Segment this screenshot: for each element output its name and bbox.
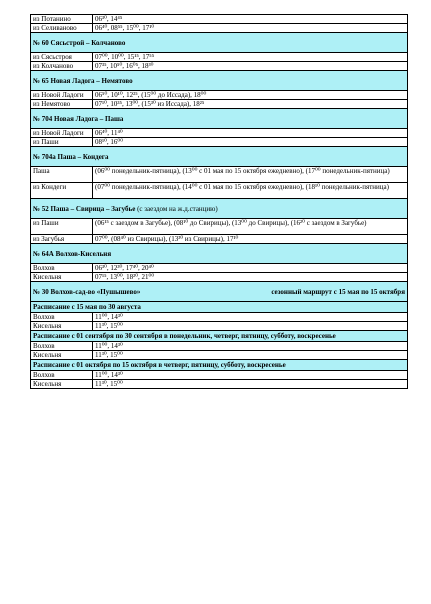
- stop-name: из Загубья: [31, 235, 93, 243]
- stop-name: из Потанино: [31, 15, 93, 23]
- departure-times: 07⁰⁰, (08⁴⁰ из Свирицы), (13³⁰ из Свирицы), 17¹⁰: [95, 235, 239, 243]
- stop-name: Волхов: [31, 313, 93, 321]
- departure-times: 07¹⁰, 10³⁵, 13⁰⁰, (15³⁰ из Иссада), 18²⁵: [95, 100, 205, 108]
- departure-times: 11⁰⁰, 14³⁰: [95, 371, 123, 379]
- route-header: [30, 33, 408, 53]
- departure-times: 11³⁰, 15⁰⁰: [95, 351, 123, 359]
- stop-name: из Новой Ладоги: [31, 129, 93, 137]
- route-title: № 65 Новая Ладога – Немятово: [33, 77, 133, 85]
- route-title: № 704 Новая Ладога – Паша: [33, 115, 124, 123]
- stop-name: из Новой Ладоги: [31, 91, 93, 99]
- stop-name: из Колчаново: [31, 62, 93, 70]
- stop-name: Кисельня: [31, 351, 93, 359]
- route-header: [30, 282, 408, 302]
- departure-times: 11³⁰, 15⁰⁰: [95, 322, 123, 330]
- schedule-row: [30, 91, 408, 100]
- stop-name: Паша: [31, 167, 93, 182]
- schedule-table: [30, 14, 408, 389]
- schedule-row: [30, 183, 408, 199]
- stop-name: из Паши: [31, 219, 93, 234]
- departure-times: 06⁵⁰, 10¹⁰, 12²⁵, (15⁰⁰ до Иссада), 18⁰⁰: [95, 91, 207, 99]
- schedule-row: [30, 342, 408, 351]
- route-note: (с заездом на ж.д.станцию): [135, 205, 218, 213]
- schedule-row: [30, 235, 408, 244]
- route-title: № 704а Паша – Кондега: [33, 153, 109, 161]
- departure-times: 07¹⁵, 13⁰⁰, 18²⁰, 21⁰⁰: [95, 273, 155, 281]
- schedule-row: [30, 322, 408, 331]
- schedule-row: [30, 273, 408, 282]
- departure-times: 11⁰⁰, 14³⁰: [95, 313, 123, 321]
- schedule-row: [30, 351, 408, 360]
- schedule-row: [30, 62, 408, 71]
- schedule-row: [30, 100, 408, 109]
- schedule-row: [30, 14, 408, 24]
- route-title: № 60 Сясьстрой – Колчаново: [33, 39, 126, 47]
- route-title: № 52 Паша – Свирица – Загубье: [33, 205, 136, 213]
- schedule-row: [30, 53, 408, 62]
- stop-name: Кисельня: [31, 322, 93, 330]
- schedule-row: [30, 313, 408, 322]
- departure-times: 11⁰⁰, 14³⁰: [95, 342, 123, 350]
- schedule-row: [30, 371, 408, 380]
- schedule-row: [30, 138, 408, 147]
- departure-times: 06⁴⁰, 11⁴⁰: [95, 129, 123, 137]
- schedule-period-header: Расписание с 01 сентября по 30 сентября в понедельник, четверг, пятницу, субботу, воскресенье: [30, 331, 408, 342]
- stop-name: Кисельня: [31, 273, 93, 281]
- schedule-period-header: Расписание с 15 мая по 30 августа: [30, 302, 408, 313]
- departure-times: (07⁰⁰ понедельник-пятница), (14⁰⁰ с 01 мая по 15 октября ежедневно), (18¹⁰ понедельник-пятница): [95, 183, 389, 191]
- stop-name: из Сясьстроя: [31, 53, 93, 61]
- departure-times: 06³⁰, 12³⁰, 17⁴⁰, 20⁴⁰: [95, 264, 154, 272]
- route-header: [30, 109, 408, 129]
- route-title: № 30 Волхов-сад-во «Пушышево»: [33, 288, 141, 296]
- stop-name: Волхов: [31, 371, 93, 379]
- departure-times: 07³⁵, 10⁵⁰, 16⁰⁵, 18³⁰: [95, 62, 154, 70]
- schedule-row: [30, 380, 408, 389]
- departure-times: (06⁰⁰ понедельник-пятница), (13⁰⁰ с 01 мая по 15 октября ежедневно), (17⁰⁰ понедельник-пятница): [95, 167, 390, 175]
- route-title: № 64А Волхов-Кисельня: [33, 250, 112, 258]
- departure-times: 08¹⁰, 16⁰⁰: [95, 138, 124, 146]
- departure-times: 06⁴⁰, 08⁵⁵, 15⁰⁰, 17¹⁰: [95, 24, 155, 32]
- stop-name: из Кондеги: [31, 183, 93, 198]
- stop-name: из Паши: [31, 138, 93, 146]
- departure-times: 11³⁰, 15⁰⁰: [95, 380, 123, 388]
- stop-name: Волхов: [31, 264, 93, 272]
- schedule-row: [30, 129, 408, 138]
- schedule-row: [30, 264, 408, 273]
- schedule-row: [30, 24, 408, 33]
- route-header: [30, 71, 408, 91]
- departure-times: 07⁰⁰, 10⁰⁰, 15¹⁵, 17⁵⁵: [95, 53, 155, 61]
- route-header: [30, 244, 408, 264]
- route-header: [30, 147, 408, 167]
- stop-name: из Селиваново: [31, 24, 93, 32]
- schedule-period-header: Расписание с 01 октября по 15 октября в четверг, пятницу, субботу, воскресенье: [30, 360, 408, 371]
- route-header: [30, 199, 408, 219]
- stop-name: Кисельня: [31, 380, 93, 388]
- stop-name: из Немятово: [31, 100, 93, 108]
- schedule-row: [30, 167, 408, 183]
- departure-times: 06³⁰, 14⁴⁵: [95, 15, 123, 23]
- schedule-row: [30, 219, 408, 235]
- route-season-note: сезонный маршрут с 15 мая по 15 октября: [271, 288, 405, 296]
- stop-name: Волхов: [31, 342, 93, 350]
- departure-times: (06¹⁵ с заездом в Загубье), (08¹⁰ до Свирицы), (13⁰⁰ до Свирицы), (16²⁰ с заездом в Загубье): [95, 219, 367, 227]
